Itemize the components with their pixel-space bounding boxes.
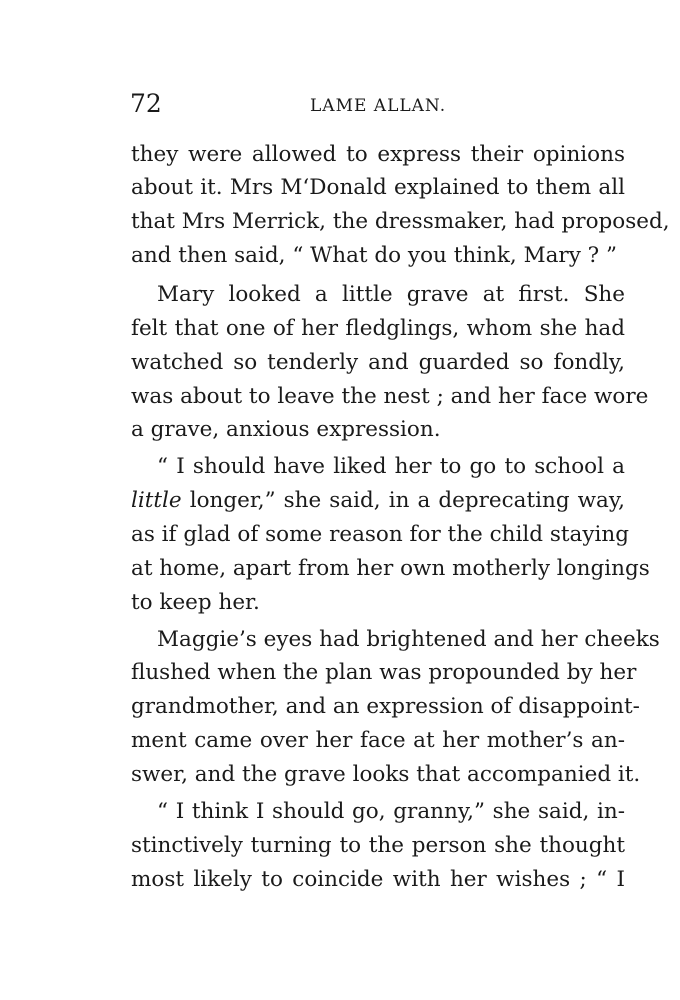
paragraph-first-line: “ I should have liked her to go to school a <box>157 454 625 479</box>
paragraph-first-line: Mary looked a little grave at first. She <box>157 282 625 307</box>
text-line <box>131 485 625 517</box>
text-line: at home, apart from her own motherly longings <box>131 556 650 581</box>
paragraph-first-line: Maggie’s eyes had brightened and her cheeks <box>157 627 660 652</box>
text-line: as if glad of some reason for the child staying <box>131 522 629 547</box>
text-line: stinctively turning to the person she thought <box>131 833 625 858</box>
running-head: LAME ALLAN. <box>310 96 447 116</box>
text-line: was about to leave the nest ; and her face wore <box>131 384 649 409</box>
text-line: ment came over her face at her mother’s an- <box>131 728 625 753</box>
italic-word: little <box>131 488 182 513</box>
page-header <box>130 84 624 124</box>
text-line: flushed when the plan was propounded by her <box>131 660 637 685</box>
text-line: and then said, “ What do you think, Mary ? ” <box>131 243 618 268</box>
text-line: most likely to coincide with her wishes ; “ I <box>131 867 625 892</box>
text-line: to keep her. <box>131 590 260 615</box>
text-line: they were allowed to express their opinions <box>131 142 625 167</box>
line-rest: longer,” she said, in a deprecating way, <box>181 488 625 513</box>
text-line: that Mrs Merrick, the dressmaker, had proposed, <box>131 209 670 234</box>
paragraph-first-line: “ I think I should go, granny,” she said, in- <box>157 799 625 824</box>
text-line: watched so tenderly and guarded so fondly, <box>131 350 625 375</box>
text-line: swer, and the grave looks that accompanied it. <box>131 762 641 787</box>
text-line: about it. Mrs M‘Donald explained to them all <box>131 175 625 200</box>
text-line: felt that one of her fledglings, whom she had <box>131 316 625 341</box>
text-line: grandmother, and an expression of disappoint- <box>131 694 640 719</box>
text-line: a grave, anxious expression. <box>131 417 441 442</box>
page-number: 72 <box>130 89 162 118</box>
